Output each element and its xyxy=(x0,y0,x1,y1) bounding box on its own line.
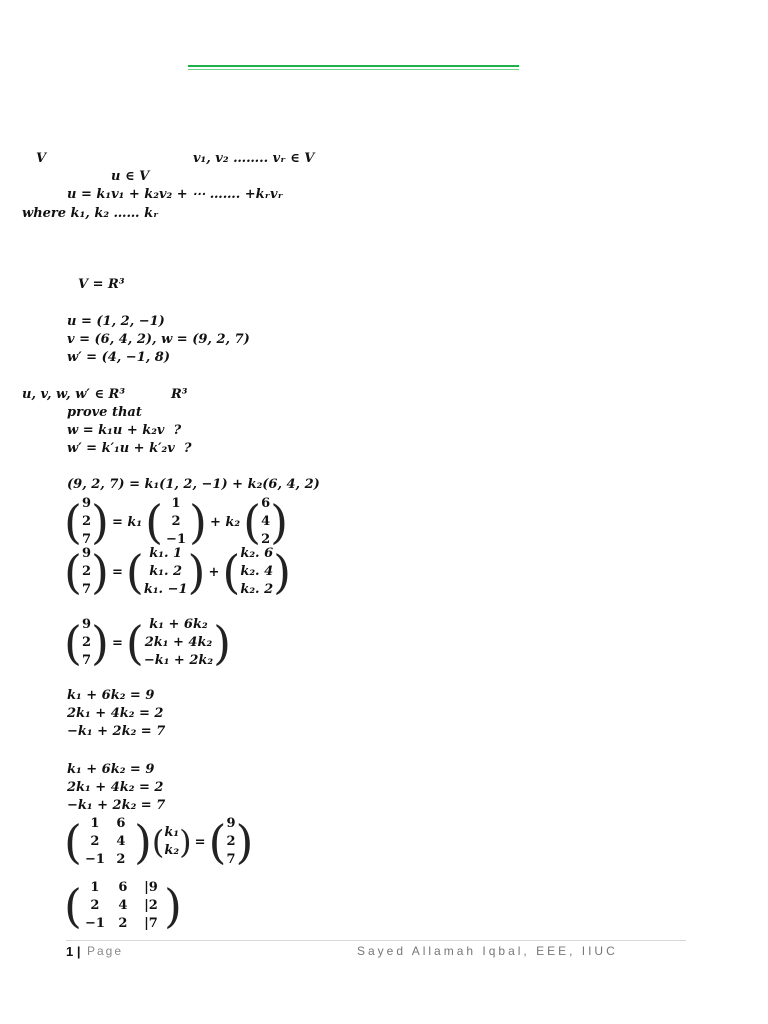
system2-eq1: k₁ + 6k₂ = 9 xyxy=(67,762,155,777)
scaled-v-column: k₂. 6 k₂. 4 k₂. 2 xyxy=(240,546,274,597)
page-label: Page xyxy=(87,944,124,958)
question-2: w′ = k′₁u + k′₂v ? xyxy=(67,441,192,456)
rhs-vector: 9 2 7 xyxy=(226,816,236,867)
coefficient-matrix-equation: ( 1 6 2 4 −1 2 ) ( k₁ k₂ ) = ( 9 2 7 ) xyxy=(64,815,254,869)
equation-1: (9, 2, 7) = k₁(1, 2, −1) + k₂(6, 4, 2) xyxy=(67,477,320,492)
system2-eq3: −k₁ + 2k₂ = 7 xyxy=(67,798,166,813)
equals-sign: = xyxy=(111,635,123,651)
matrix-equation-2: ( 9 2 7 ) = ( k₁. 1 k₁. 2 k₁. −1 ) + ( k₂. 6 k₂. 4 k₂. 2 ) xyxy=(64,545,292,599)
k1-scalar: = k₁ xyxy=(111,514,143,530)
scaled-u-column: k₁. 1 k₁. 2 k₁. −1 xyxy=(143,546,188,597)
header-rule xyxy=(188,65,519,70)
prove-that: prove that xyxy=(67,405,142,420)
augmented-matrix: ( 1 6 |9 2 4 |2 −1 2 |7 ) xyxy=(64,879,182,933)
k2-scalar: + k₂ xyxy=(209,514,241,530)
system1-eq3: −k₁ + 2k₂ = 7 xyxy=(67,724,166,739)
vector-u-column: 1 2 −1 xyxy=(166,496,186,547)
footer-rule xyxy=(66,940,686,941)
question-1: w = k₁u + k₂v ? xyxy=(67,423,182,438)
matrix-equation-1: ( 9 2 7 ) = k₁ ( 1 2 −1 ) + k₂ ( 6 4 2 ) xyxy=(64,495,289,549)
space-r3: V = R³ xyxy=(78,277,125,292)
system1-eq2: 2k₁ + 4k₂ = 2 xyxy=(67,706,164,721)
coefficient-matrix: 1 6 2 4 −1 2 xyxy=(84,816,126,867)
matrix-equation-3: ( 9 2 7 ) = ( k₁ + 6k₂ 2k₁ + 4k₂ −k₁ + 2k₂ ) xyxy=(64,616,232,670)
plus-sign: + xyxy=(208,564,220,580)
lhs-vector: 9 2 7 xyxy=(81,617,91,668)
u-in-v: u ∈ V xyxy=(111,169,150,184)
system2-eq2: 2k₁ + 4k₂ = 2 xyxy=(67,780,164,795)
vector-w-prime: w′ = (4, −1, 8) xyxy=(67,350,170,365)
where-scalars: where k₁, k₂ …… kᵣ xyxy=(22,206,159,221)
equals-sign: = xyxy=(111,564,123,580)
lhs-vector: 9 2 7 xyxy=(81,496,91,547)
page-number: 1 | xyxy=(66,944,81,959)
linear-combination: u = k₁v₁ + k₂v₂ + ⋯ ……. +kᵣvᵣ xyxy=(67,187,283,202)
vector-set: v₁, v₂ …….. vᵣ ∈ V xyxy=(193,151,315,166)
author-credit: Sayed Allamah Iqbal, EEE, IIUC xyxy=(357,944,618,958)
system1-eq1: k₁ + 6k₂ = 9 xyxy=(67,688,155,703)
space-symbol: V xyxy=(36,151,47,166)
combined-column: k₁ + 6k₂ 2k₁ + 4k₂ −k₁ + 2k₂ xyxy=(143,617,214,668)
vectors-in-r3: u, v, w, w′ ∈ R³ xyxy=(22,387,126,402)
lhs-vector: 9 2 7 xyxy=(81,546,91,597)
r3-symbol: R³ xyxy=(171,387,188,402)
vector-u: u = (1, 2, −1) xyxy=(67,314,165,329)
unknowns-vector: k₁ k₂ xyxy=(164,825,180,858)
augmented-entries: 1 6 |9 2 4 |2 −1 2 |7 xyxy=(84,880,158,931)
equals-sign: = xyxy=(194,834,206,850)
vectors-v-w: v = (6, 4, 2), w = (9, 2, 7) xyxy=(67,332,250,347)
vector-v-column: 6 4 2 xyxy=(261,496,271,547)
